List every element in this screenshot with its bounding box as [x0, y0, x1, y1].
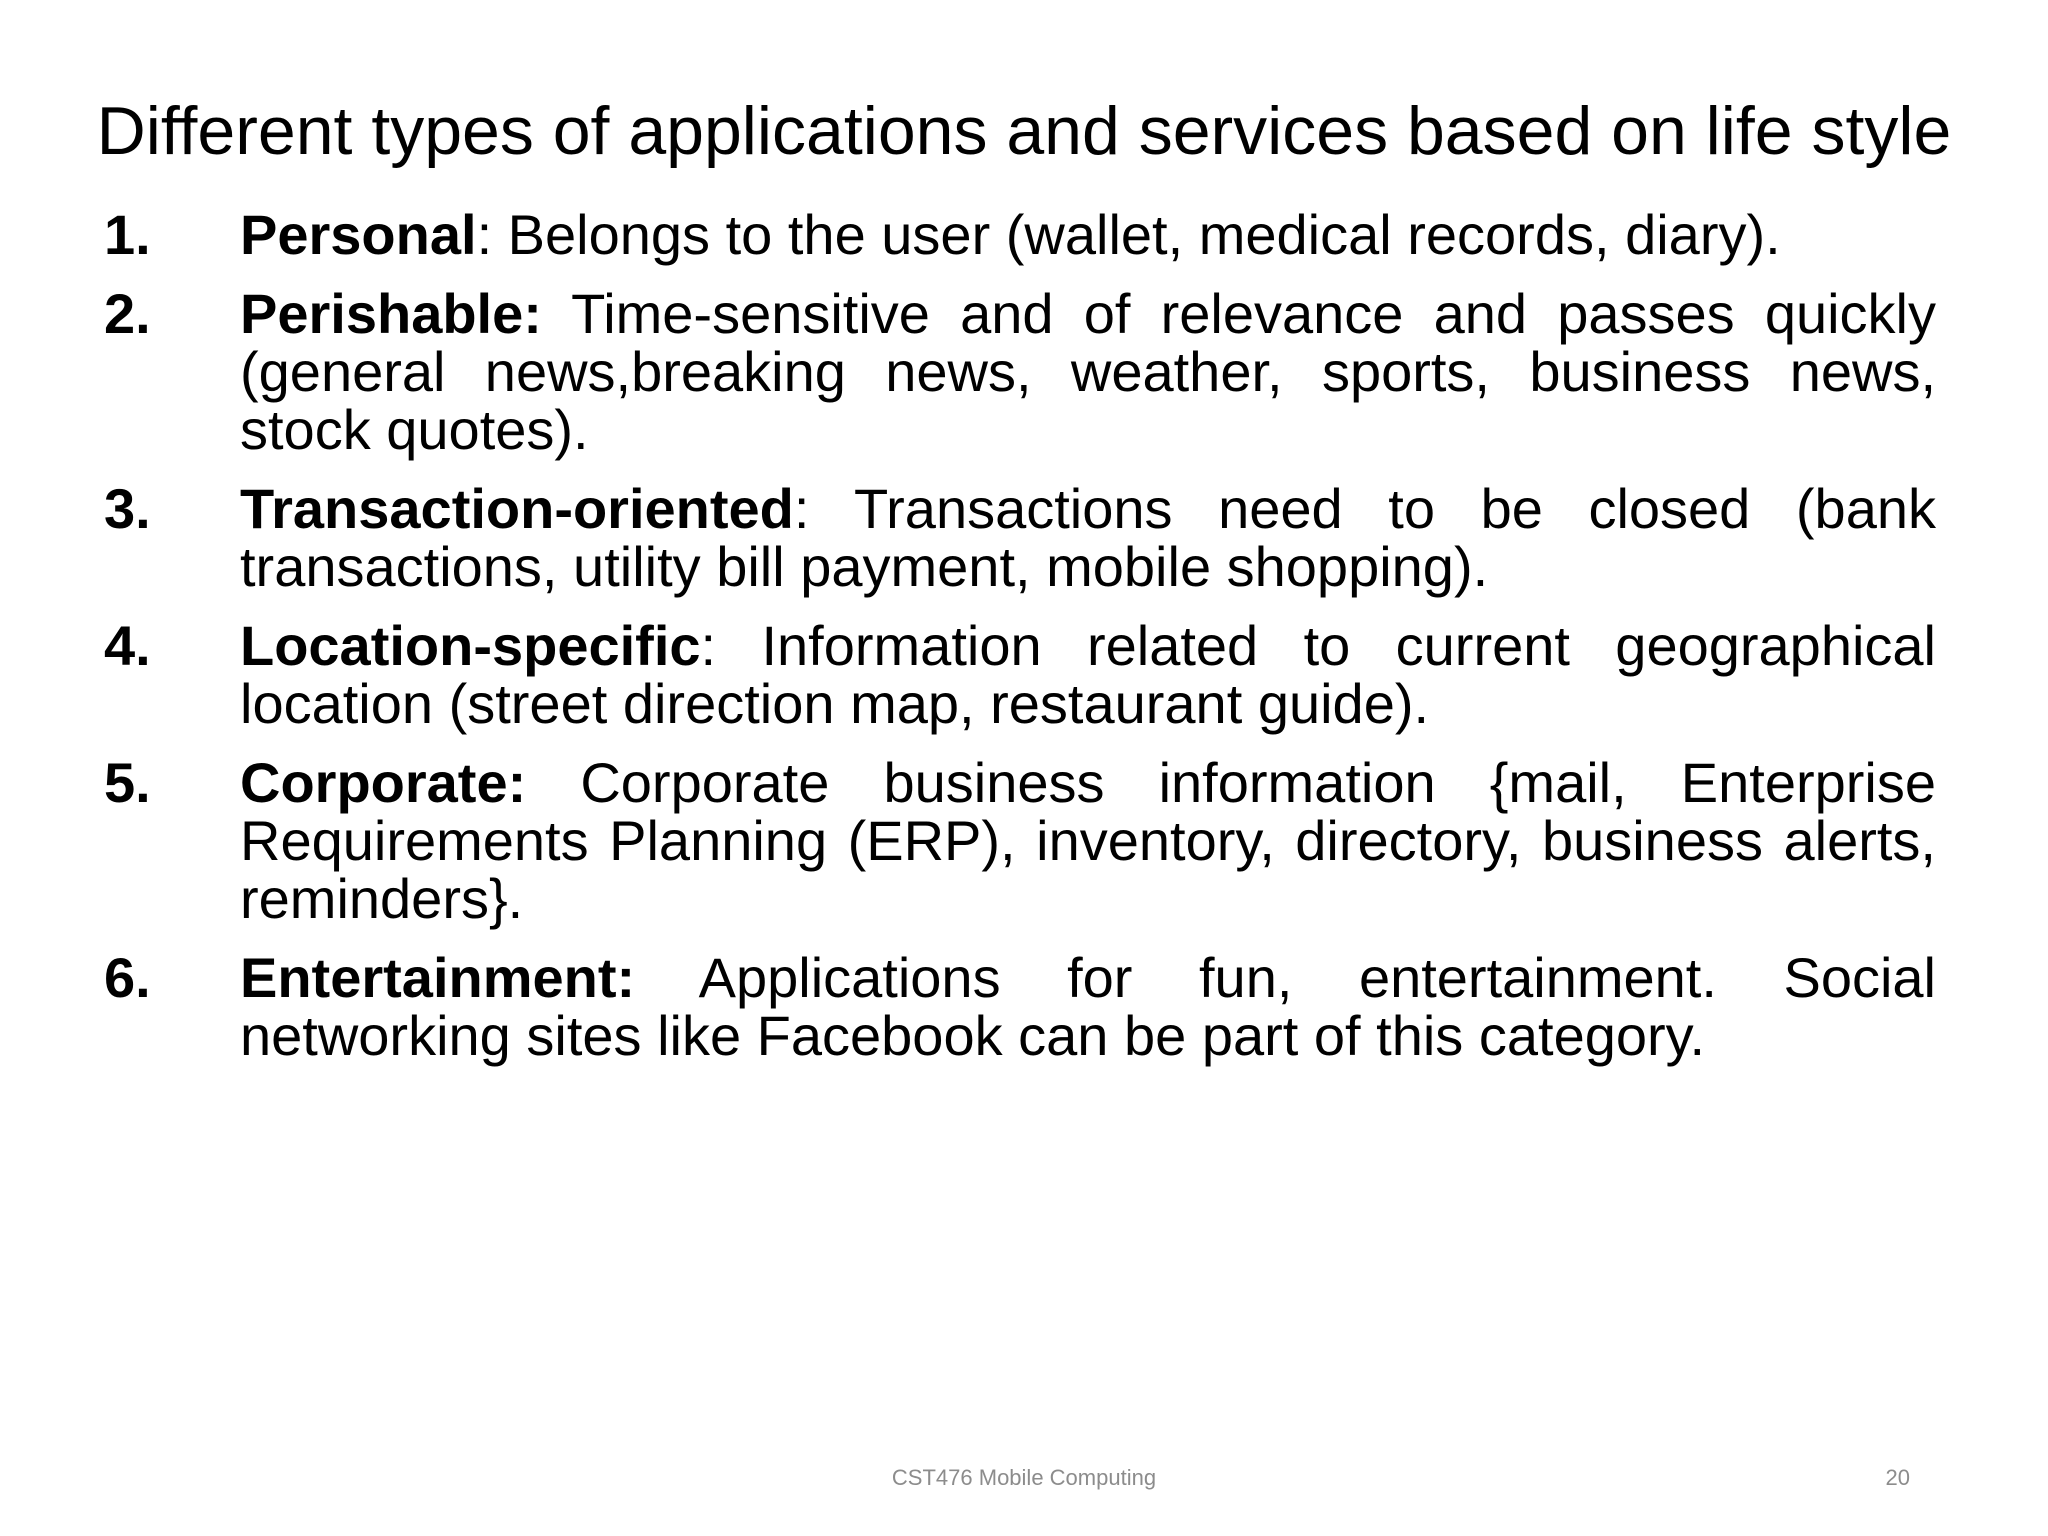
- item-description: Corporate business information {mail, Enterprise Requirements Planning (ERP), inventory, directory, business alerts, reminders}.: [240, 751, 1936, 930]
- list-item: [104, 614, 1936, 735]
- list-item: [104, 946, 1936, 1067]
- item-separator: :: [793, 477, 810, 540]
- item-term: Location-specific: [240, 614, 701, 677]
- item-term: Perishable:: [240, 282, 542, 345]
- item-number: 4.: [104, 614, 151, 677]
- item-number: 5.: [104, 751, 151, 814]
- list-item: [104, 477, 1936, 598]
- slide-title: Different types of applications and services based on life style: [96, 93, 1952, 169]
- list-item: [104, 282, 1936, 461]
- item-description: Transactions need to be closed (bank transactions, utility bill payment, mobile shopping).: [240, 477, 1936, 598]
- list-item: [104, 751, 1936, 930]
- item-body: [240, 946, 1936, 1067]
- item-separator: :: [700, 614, 717, 677]
- item-body: [240, 282, 1936, 461]
- item-term: Entertainment:: [240, 946, 636, 1009]
- slide-footer: CST476 Mobile Computing: [891, 1465, 1157, 1490]
- lifestyle-application-list: [104, 203, 1936, 1086]
- item-number: 1.: [104, 203, 151, 266]
- item-term: Personal: [240, 203, 477, 266]
- item-term: Transaction-oriented: [240, 477, 794, 540]
- item-number: 2.: [104, 282, 151, 345]
- item-number: 6.: [104, 946, 151, 1009]
- item-body: [240, 751, 1936, 930]
- item-description: Applications for fun, entertainment. Social networking sites like Facebook can be part of this category.: [240, 946, 1936, 1067]
- item-term: Corporate:: [240, 751, 527, 814]
- item-description: Belongs to the user (wallet, medical records, diary).: [492, 203, 1781, 266]
- item-body: [240, 203, 1936, 266]
- item-description: Information related to current geographical location (street direction map, restaurant guide).: [240, 614, 1936, 735]
- item-body: [240, 477, 1936, 598]
- item-number: 3.: [104, 477, 151, 540]
- page-number: 20: [1885, 1465, 1910, 1490]
- list-item: [104, 203, 1936, 266]
- item-body: [240, 614, 1936, 735]
- item-separator: :: [476, 203, 493, 266]
- item-description: Time-sensitive and of relevance and passes quickly (general news,breaking news, weather, sports, business news, stock quotes).: [240, 282, 1936, 461]
